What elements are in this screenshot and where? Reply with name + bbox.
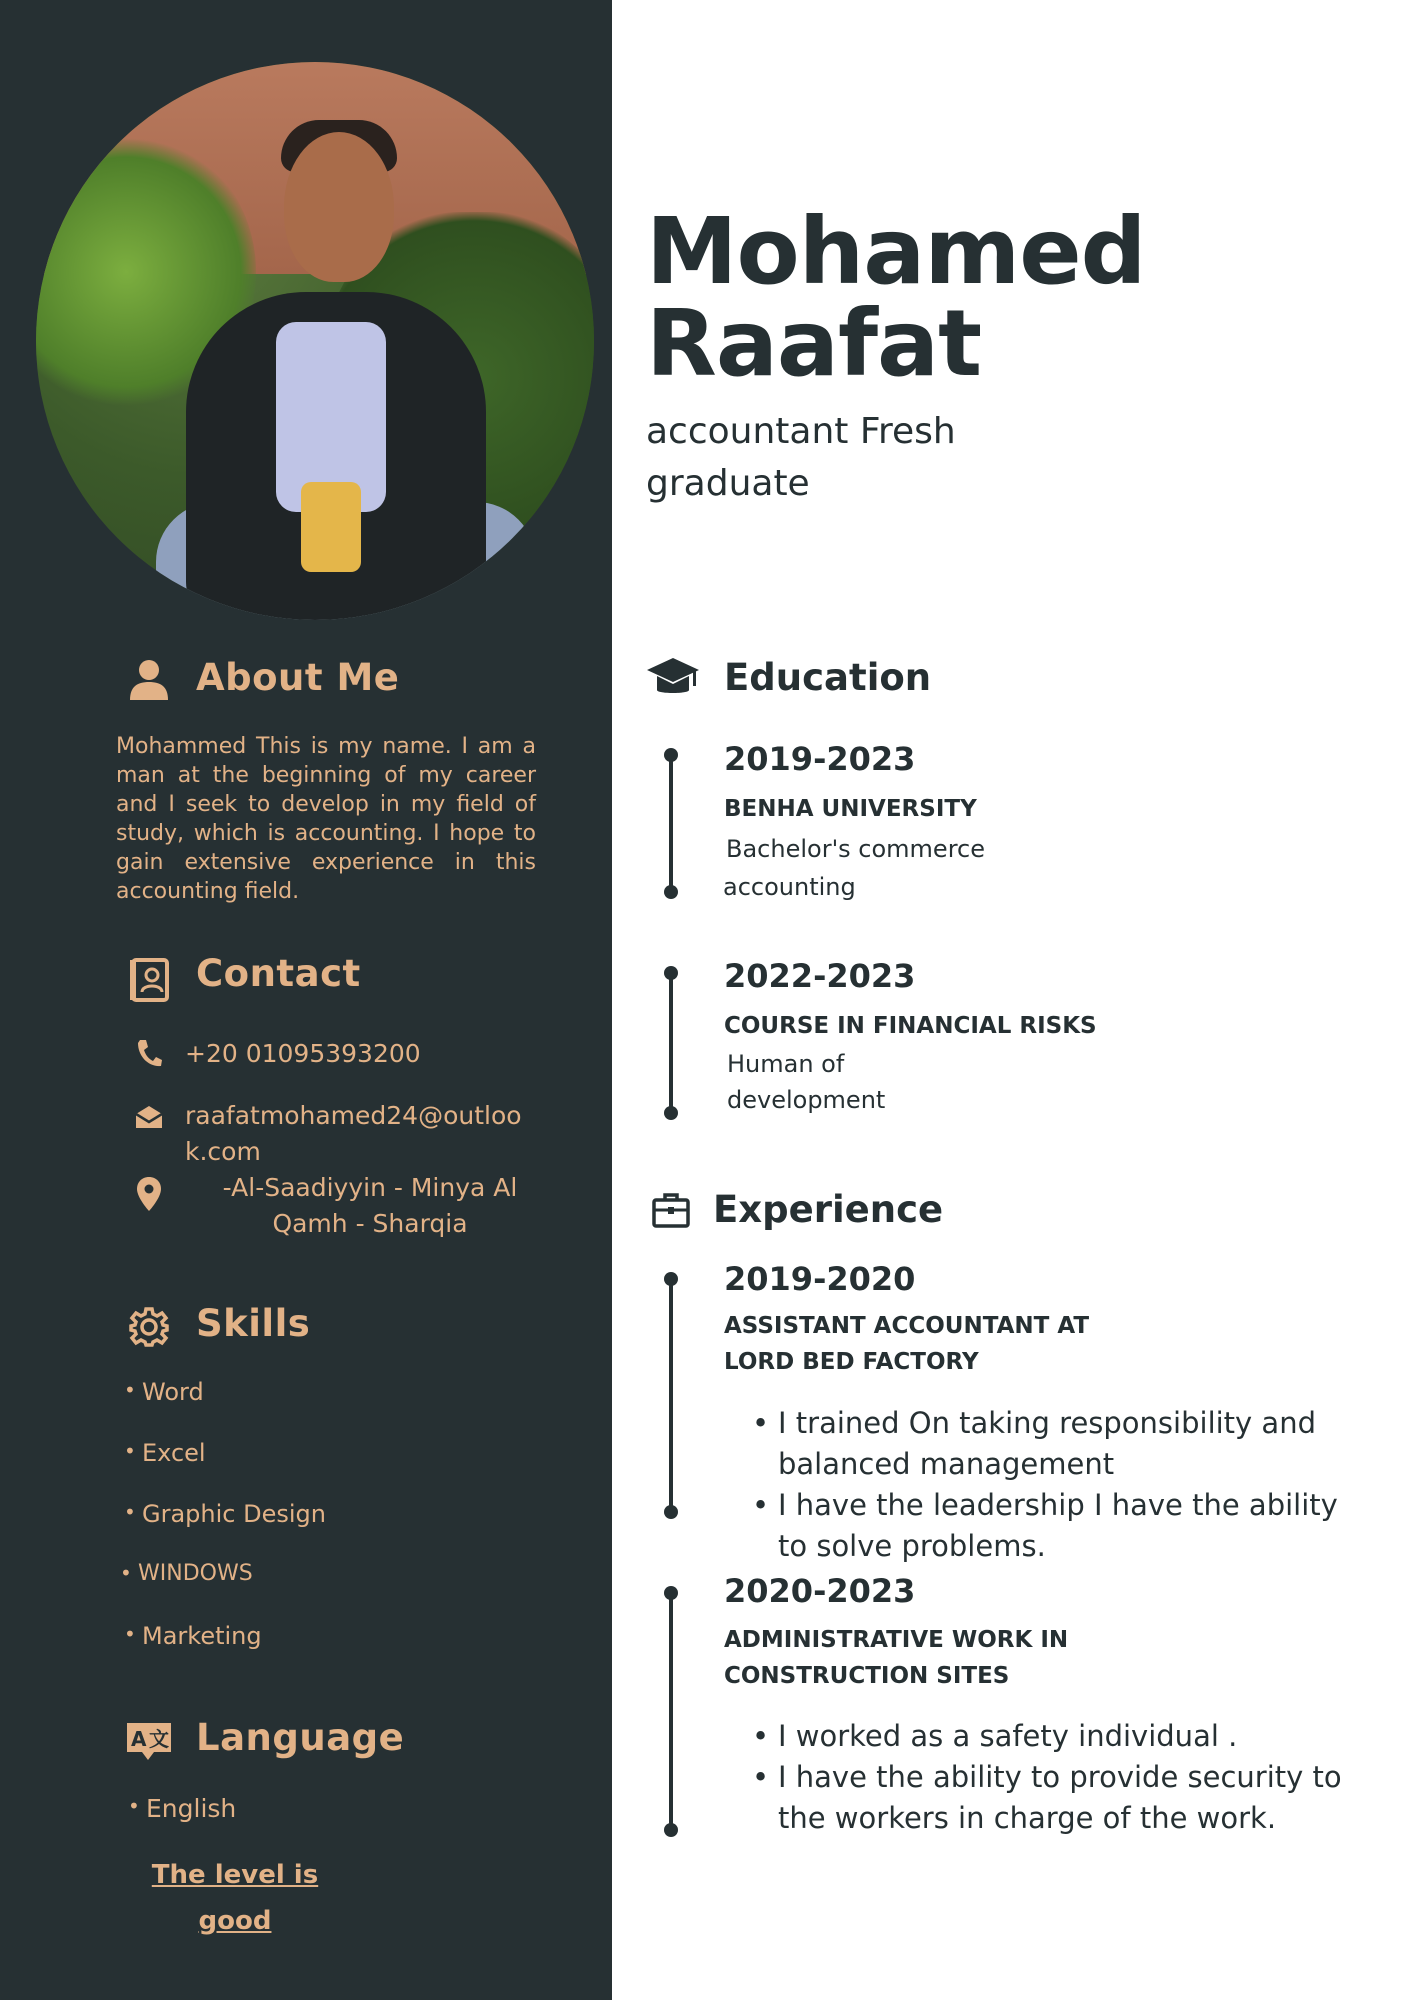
email-line-1: raafatmohamed24@outloo bbox=[185, 1101, 522, 1130]
language-level-line-1: The level is bbox=[151, 1860, 319, 1890]
experience-years: 2020-2023 bbox=[724, 1572, 916, 1610]
education-title: Education bbox=[724, 656, 932, 699]
experience-org bbox=[724, 1622, 1068, 1694]
language-title: Language bbox=[196, 1716, 405, 1759]
contact-book-icon bbox=[130, 958, 170, 1007]
experience-bullets bbox=[752, 1403, 1372, 1567]
experience-org-line-2: CONSTRUCTION SITES bbox=[724, 1663, 1010, 1689]
experience-years: 2019-2020 bbox=[724, 1260, 916, 1298]
education-years: 2022-2023 bbox=[724, 957, 916, 995]
education-detail-line-2: accounting bbox=[723, 873, 856, 901]
experience-title: Experience bbox=[713, 1188, 944, 1231]
timeline-dot bbox=[664, 1586, 678, 1600]
language-item: • English bbox=[146, 1794, 236, 1823]
person-icon bbox=[128, 658, 170, 707]
skill-item: • WINDOWS bbox=[138, 1561, 253, 1586]
timeline-dot bbox=[664, 1106, 678, 1120]
experience-timeline-1 bbox=[669, 1280, 673, 1512]
education-detail bbox=[727, 1046, 885, 1118]
experience-bullets bbox=[752, 1716, 1372, 1839]
education-org: BENHA UNIVERSITY bbox=[724, 796, 977, 822]
about-title: About Me bbox=[196, 656, 400, 699]
language-level-line-2: good bbox=[198, 1906, 272, 1936]
experience-org bbox=[724, 1308, 1089, 1380]
email-address[interactable] bbox=[185, 1098, 522, 1170]
timeline-dot bbox=[664, 1272, 678, 1286]
language-level bbox=[140, 1852, 330, 1944]
contact-title: Contact bbox=[196, 952, 361, 995]
timeline-dot bbox=[664, 1505, 678, 1519]
education-years: 2019-2023 bbox=[724, 740, 916, 778]
skill-item: • Excel bbox=[142, 1439, 206, 1467]
skill-item: • Word bbox=[142, 1378, 204, 1406]
skill-item: • Graphic Design bbox=[142, 1500, 326, 1528]
full-name bbox=[646, 198, 1346, 397]
svg-text:A: A bbox=[131, 1727, 147, 1751]
skill-item: • Marketing bbox=[142, 1622, 262, 1650]
job-title bbox=[646, 406, 1066, 510]
job-title-line-2: graduate bbox=[646, 463, 810, 504]
envelope-icon bbox=[134, 1104, 164, 1135]
address bbox=[185, 1170, 555, 1242]
experience-bullet: • I have the ability to provide security to the workers in charge of the work. bbox=[752, 1757, 1372, 1839]
phone-icon bbox=[136, 1038, 162, 1073]
experience-org-line-1: ASSISTANT ACCOUNTANT AT bbox=[724, 1313, 1090, 1339]
gear-icon bbox=[128, 1306, 170, 1353]
first-name: Mohamed bbox=[646, 198, 1146, 305]
education-org: COURSE IN FINANCIAL RISKS bbox=[724, 1013, 1097, 1039]
svg-text:文: 文 bbox=[149, 1727, 169, 1751]
briefcase-icon bbox=[652, 1192, 690, 1233]
job-title-line-1: accountant Fresh bbox=[646, 411, 956, 452]
about-text: Mohammed This is my name. I am a man at the beginning of my career and I seek to develop in my field of study, which is accounting. I hope to gain extensive experience in this accounting field. bbox=[116, 734, 536, 904]
translate-icon bbox=[124, 1720, 174, 1767]
timeline-dot bbox=[664, 1823, 678, 1837]
experience-org-line-1: ADMINISTRATIVE WORK IN bbox=[724, 1627, 1069, 1653]
education-detail-line-1: Human of bbox=[727, 1050, 845, 1078]
skills-title: Skills bbox=[196, 1302, 311, 1345]
education-timeline-2 bbox=[669, 972, 673, 1112]
address-line-2: Qamh - Sharqia bbox=[272, 1209, 468, 1238]
profile-photo bbox=[36, 62, 594, 620]
email-line-2: k.com bbox=[185, 1137, 261, 1166]
phone-number[interactable]: +20 01095393200 bbox=[185, 1039, 421, 1068]
education-detail-line-1: Bachelor's commerce bbox=[726, 835, 985, 863]
experience-bullet: • I have the leadership I have the ability to solve problems. bbox=[752, 1485, 1372, 1567]
experience-timeline-2 bbox=[669, 1594, 673, 1830]
last-name: Raafat bbox=[646, 290, 982, 397]
education-timeline-1 bbox=[669, 756, 673, 892]
address-line-1: -Al-Saadiyyin - Minya Al bbox=[222, 1173, 518, 1202]
experience-bullet: • I trained On taking responsibility and balanced management bbox=[752, 1403, 1372, 1485]
timeline-dot bbox=[664, 966, 678, 980]
location-pin-icon bbox=[136, 1176, 162, 1217]
timeline-dot bbox=[664, 748, 678, 762]
experience-org-line-2: LORD BED FACTORY bbox=[724, 1349, 979, 1375]
graduation-cap-icon bbox=[646, 656, 700, 707]
experience-bullet: • I worked as a safety individual . bbox=[752, 1716, 1372, 1757]
sidebar bbox=[0, 0, 612, 2000]
education-detail-line-2: development bbox=[727, 1086, 886, 1114]
timeline-dot bbox=[664, 885, 678, 899]
education-detail bbox=[723, 830, 985, 906]
